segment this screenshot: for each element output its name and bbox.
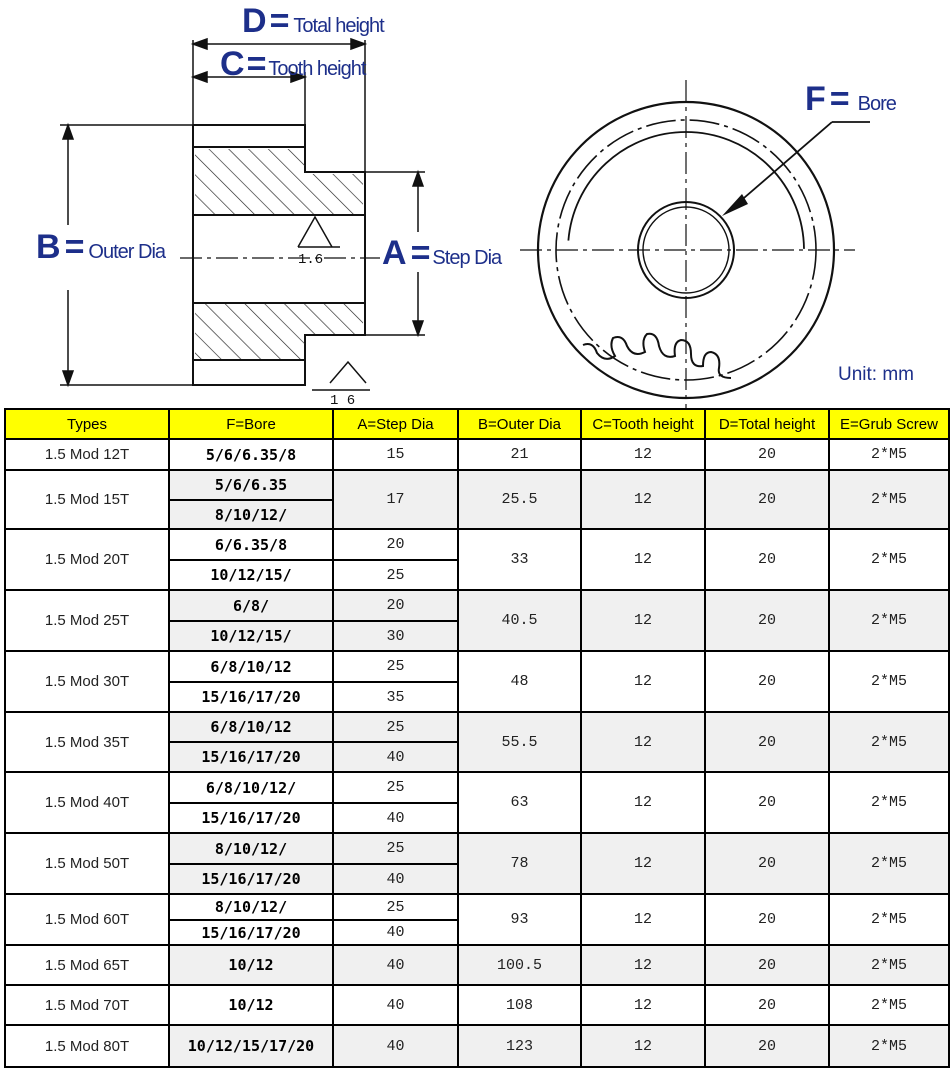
cell-tooth-height: 12 xyxy=(581,833,705,894)
header-types: Types xyxy=(5,409,169,439)
cell-grub-screw: 2*M5 xyxy=(829,590,949,651)
cell-tooth-height: 12 xyxy=(581,894,705,945)
cell-type: 1.5 Mod 50T xyxy=(5,833,169,894)
cell-step-dia: 25 xyxy=(333,833,458,864)
cell-step-dia: 20 xyxy=(333,529,458,560)
cell-outer-dia: 40.5 xyxy=(458,590,581,651)
table-header-row xyxy=(5,409,949,439)
cell-grub-screw: 2*M5 xyxy=(829,712,949,772)
cell-step-dia: 25 xyxy=(333,772,458,803)
cell-bore: 6/6.35/8 xyxy=(169,529,333,560)
cell-total-height: 20 xyxy=(705,1025,829,1067)
cell-step-dia: 25 xyxy=(333,894,458,920)
gear-front-view xyxy=(520,80,870,408)
cell-bore: 10/12 xyxy=(169,945,333,985)
cell-bore: 8/10/12/ xyxy=(169,833,333,864)
table-body xyxy=(5,439,949,1067)
gear-technical-drawing xyxy=(0,0,950,408)
cell-type: 1.5 Mod 65T xyxy=(5,945,169,985)
cell-outer-dia: 33 xyxy=(458,529,581,590)
cell-grub-screw: 2*M5 xyxy=(829,651,949,712)
cell-type: 1.5 Mod 60T xyxy=(5,894,169,945)
cell-bore: 15/16/17/20 xyxy=(169,920,333,945)
cell-bore: 15/16/17/20 xyxy=(169,864,333,894)
table-row xyxy=(5,945,949,985)
cell-bore: 15/16/17/20 xyxy=(169,803,333,833)
label-step-dia: A = Step Dia xyxy=(382,234,502,272)
cell-outer-dia: 48 xyxy=(458,651,581,712)
header-tooth-height: C=Tooth height xyxy=(581,409,705,439)
cell-step-dia: 40 xyxy=(333,920,458,945)
table-row xyxy=(5,590,949,621)
cell-total-height: 20 xyxy=(705,772,829,833)
cell-tooth-height: 12 xyxy=(581,945,705,985)
cell-step-dia: 20 xyxy=(333,590,458,621)
cell-step-dia: 25 xyxy=(333,712,458,742)
cell-type: 1.5 Mod 20T xyxy=(5,529,169,590)
table-row xyxy=(5,651,949,682)
table-row xyxy=(5,985,949,1025)
label-outer-dia: B = Outer Dia xyxy=(36,228,166,266)
cell-grub-screw: 2*M5 xyxy=(829,470,949,529)
cell-step-dia: 30 xyxy=(333,621,458,651)
table-row xyxy=(5,470,949,500)
cell-total-height: 20 xyxy=(705,470,829,529)
cell-total-height: 20 xyxy=(705,894,829,945)
cell-outer-dia: 93 xyxy=(458,894,581,945)
cell-type: 1.5 Mod 40T xyxy=(5,772,169,833)
cell-bore: 6/8/ xyxy=(169,590,333,621)
cell-step-dia: 40 xyxy=(333,985,458,1025)
cell-bore: 8/10/12/ xyxy=(169,894,333,920)
cell-step-dia: 40 xyxy=(333,742,458,772)
table-row xyxy=(5,529,949,560)
gear-side-section-view xyxy=(180,125,380,390)
cell-step-dia: 40 xyxy=(333,864,458,894)
cell-bore: 15/16/17/20 xyxy=(169,682,333,712)
cell-type: 1.5 Mod 80T xyxy=(5,1025,169,1067)
cell-outer-dia: 63 xyxy=(458,772,581,833)
table-row xyxy=(5,772,949,803)
cell-type: 1.5 Mod 12T xyxy=(5,439,169,470)
label-tooth-height: C= Tooth height xyxy=(220,45,366,83)
cell-bore: 10/12/15/17/20 xyxy=(169,1025,333,1067)
cell-outer-dia: 78 xyxy=(458,833,581,894)
cell-grub-screw: 2*M5 xyxy=(829,985,949,1025)
cell-step-dia: 40 xyxy=(333,1025,458,1067)
cell-grub-screw: 2*M5 xyxy=(829,772,949,833)
table-row xyxy=(5,1025,949,1067)
cell-step-dia: 40 xyxy=(333,945,458,985)
table-row xyxy=(5,439,949,470)
cell-total-height: 20 xyxy=(705,985,829,1025)
cell-total-height: 20 xyxy=(705,833,829,894)
cell-bore: 10/12 xyxy=(169,985,333,1025)
cell-tooth-height: 12 xyxy=(581,439,705,470)
cell-outer-dia: 55.5 xyxy=(458,712,581,772)
cell-total-height: 20 xyxy=(705,439,829,470)
cell-type: 1.5 Mod 70T xyxy=(5,985,169,1025)
cell-grub-screw: 2*M5 xyxy=(829,1025,949,1067)
cell-total-height: 20 xyxy=(705,529,829,590)
cell-total-height: 20 xyxy=(705,651,829,712)
label-total-height: D= Total height xyxy=(242,2,384,40)
cell-tooth-height: 12 xyxy=(581,1025,705,1067)
cell-grub-screw: 2*M5 xyxy=(829,833,949,894)
cell-outer-dia: 123 xyxy=(458,1025,581,1067)
cell-grub-screw: 2*M5 xyxy=(829,945,949,985)
cell-tooth-height: 12 xyxy=(581,712,705,772)
cell-bore: 6/8/10/12 xyxy=(169,651,333,682)
cell-step-dia: 15 xyxy=(333,439,458,470)
cell-bore: 6/8/10/12/ xyxy=(169,772,333,803)
cell-type: 1.5 Mod 30T xyxy=(5,651,169,712)
cell-outer-dia: 108 xyxy=(458,985,581,1025)
cell-tooth-height: 12 xyxy=(581,590,705,651)
cell-outer-dia: 100.5 xyxy=(458,945,581,985)
cell-bore: 5/6/6.35 xyxy=(169,470,333,500)
cell-total-height: 20 xyxy=(705,945,829,985)
cell-tooth-height: 12 xyxy=(581,651,705,712)
cell-bore: 15/16/17/20 xyxy=(169,742,333,772)
cell-total-height: 20 xyxy=(705,590,829,651)
unit-label: Unit: mm xyxy=(838,364,914,385)
cell-bore: 8/10/12/ xyxy=(169,500,333,529)
cell-bore: 6/8/10/12 xyxy=(169,712,333,742)
cell-grub-screw: 2*M5 xyxy=(829,439,949,470)
cell-bore: 5/6/6.35/8 xyxy=(169,439,333,470)
cell-outer-dia: 21 xyxy=(458,439,581,470)
table-row xyxy=(5,894,949,920)
table-row xyxy=(5,712,949,742)
cell-step-dia: 40 xyxy=(333,803,458,833)
cell-bore: 10/12/15/ xyxy=(169,621,333,651)
cell-type: 1.5 Mod 15T xyxy=(5,470,169,529)
cell-outer-dia: 25.5 xyxy=(458,470,581,529)
cell-tooth-height: 12 xyxy=(581,470,705,529)
cell-step-dia: 25 xyxy=(333,560,458,590)
cell-tooth-height: 12 xyxy=(581,985,705,1025)
header-step-dia: A=Step Dia xyxy=(333,409,458,439)
gear-spec-table xyxy=(4,408,950,1068)
cell-tooth-height: 12 xyxy=(581,772,705,833)
label-bore: F = Bore xyxy=(805,80,896,118)
cell-bore: 10/12/15/ xyxy=(169,560,333,590)
header-grub-screw: E=Grub Screw xyxy=(829,409,949,439)
cell-type: 1.5 Mod 35T xyxy=(5,712,169,772)
cell-total-height: 20 xyxy=(705,712,829,772)
cell-step-dia: 25 xyxy=(333,651,458,682)
header-bore: F=Bore xyxy=(169,409,333,439)
cell-grub-screw: 2*M5 xyxy=(829,894,949,945)
cell-step-dia: 35 xyxy=(333,682,458,712)
table-row xyxy=(5,833,949,864)
roughness-label-2: 1 6 xyxy=(330,393,356,408)
cell-type: 1.5 Mod 25T xyxy=(5,590,169,651)
roughness-label-1: 1.6 xyxy=(298,252,324,268)
cell-grub-screw: 2*M5 xyxy=(829,529,949,590)
header-total-height: D=Total height xyxy=(705,409,829,439)
cell-step-dia: 17 xyxy=(333,470,458,529)
header-outer-dia: B=Outer Dia xyxy=(458,409,581,439)
cell-tooth-height: 12 xyxy=(581,529,705,590)
